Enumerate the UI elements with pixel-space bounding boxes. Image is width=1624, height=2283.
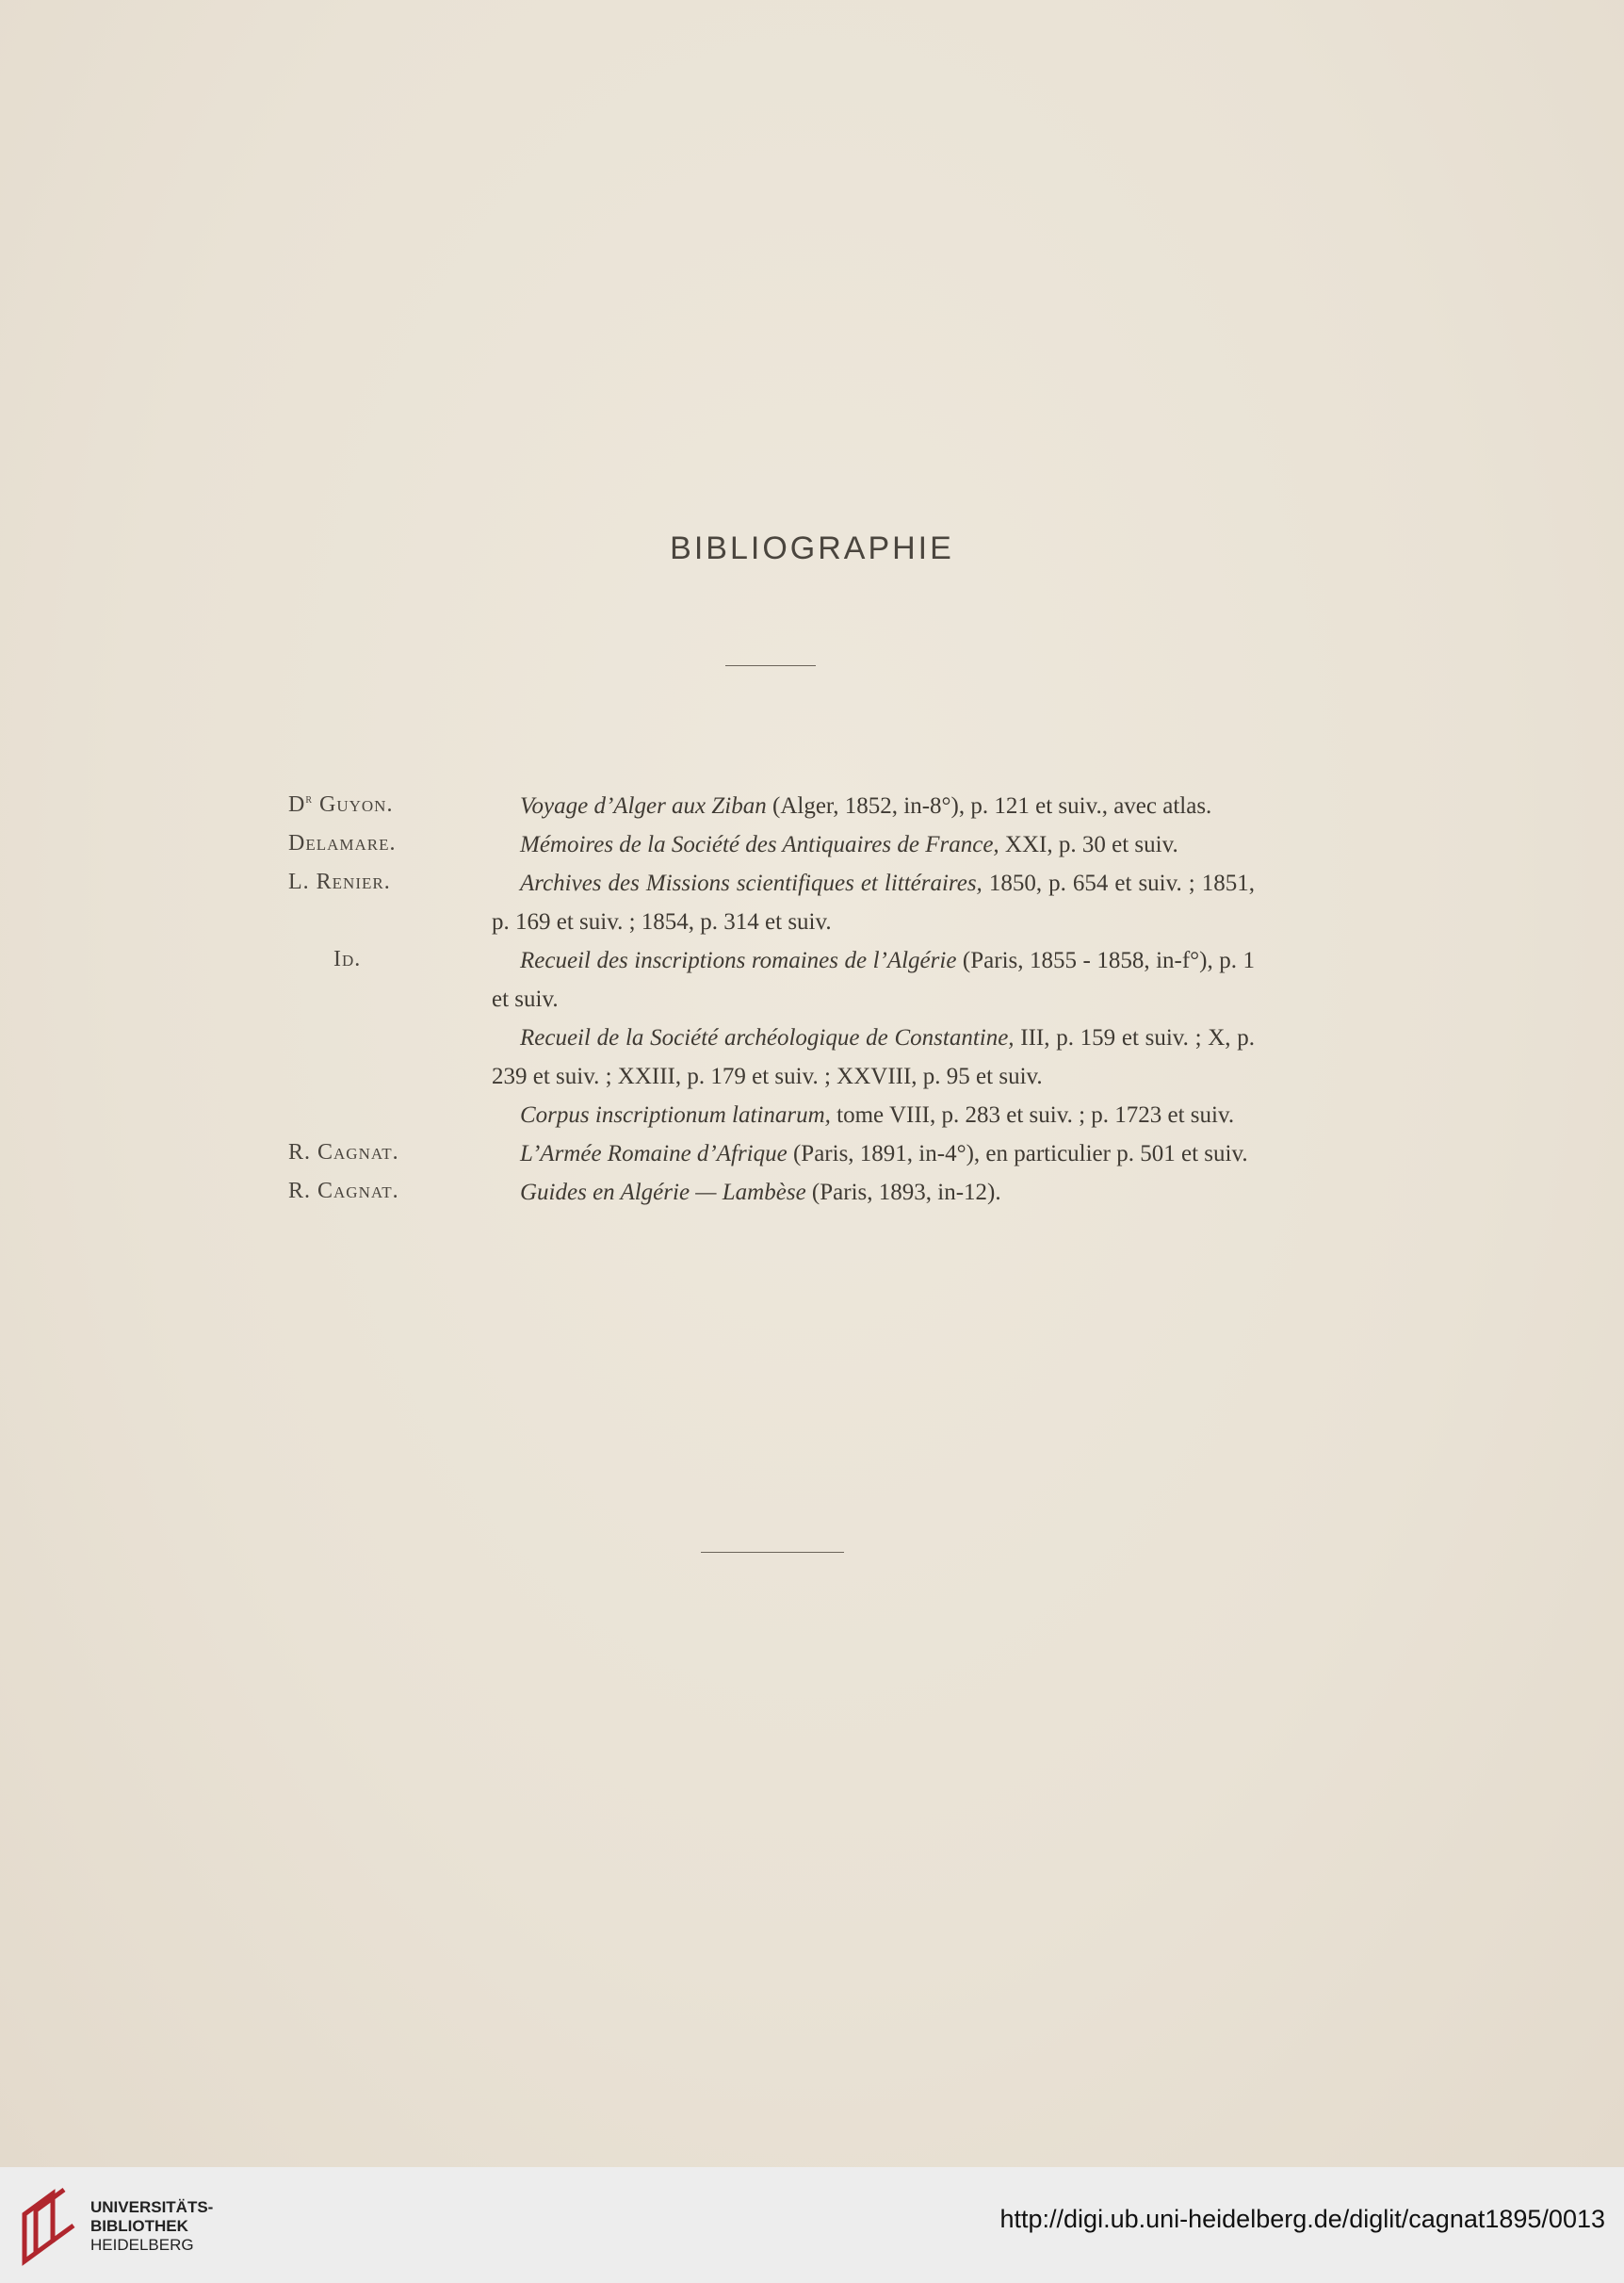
entry-reference: L’Armée Romaine d’Afrique (Paris, 1891, in-4°), en particulier p. 501 et suiv. — [520, 1141, 1248, 1166]
entry-author: L. Renier. — [288, 870, 391, 894]
title-divider — [725, 665, 816, 666]
entry-author: $D^r$ Guyon. — [288, 792, 394, 817]
entry-author: Delamare. — [288, 831, 397, 856]
bibliography-entry — [0, 1173, 1624, 1212]
bibliography-entry — [0, 787, 1624, 825]
bibliography-entry — [0, 1019, 1624, 1096]
entry-reference: Recueil de la Société archéologique de Constantine, III, p. 159 et suiv. ; X, p. 239 et suiv. ; XXIII, p. 179 et suiv. ; XXVIII, p. 95 et suiv. — [492, 1025, 1255, 1089]
entry-reference: Mémoires de la Société des Antiquaires de France, XXI, p. 30 et suiv. — [520, 832, 1178, 857]
bibliography-entry — [0, 864, 1624, 941]
source-url[interactable]: http://digi.ub.uni-heidelberg.de/diglit/cagnat1895/0013 — [999, 2205, 1605, 2233]
entry-author: R. Cagnat. — [288, 1140, 399, 1165]
bibliography-entry — [0, 825, 1624, 864]
bibliography-entry — [0, 941, 1624, 1019]
bibliography-entry — [0, 1134, 1624, 1173]
bibliography-entry — [0, 1096, 1624, 1134]
entry-reference: Archives des Missions scientifiques et littéraires, 1850, p. 654 et suiv. ; 1851, p. 169 et suiv. ; 1854, p. 314 et suiv. — [492, 871, 1255, 935]
entry-author: R. Cagnat. — [288, 1179, 399, 1203]
library-name: UNIVERSITÄTS- BIBLIOTHEK HEIDELBERG — [90, 2198, 214, 2254]
entry-author: Id. — [333, 947, 362, 971]
page-title: BIBLIOGRAPHIE — [670, 530, 954, 566]
footer-bar — [0, 2167, 1624, 2283]
closing-divider — [701, 1552, 844, 1553]
entry-reference: Guides en Algérie — Lambèse (Paris, 1893, in-12). — [520, 1180, 1001, 1205]
entry-reference: Corpus inscriptionum latinarum, tome VIII, p. 283 et suiv. ; p. 1723 et suiv. — [520, 1102, 1235, 1128]
library-logo-icon — [17, 2186, 83, 2266]
bibliography-list — [0, 787, 1624, 1212]
entry-reference: Recueil des inscriptions romaines de l’Algérie (Paris, 1855 - 1858, in-f°), p. 1 et suiv. — [492, 948, 1255, 1012]
entry-reference: Voyage d’Alger aux Ziban (Alger, 1852, in-8°), p. 121 et suiv., avec atlas. — [520, 793, 1212, 819]
